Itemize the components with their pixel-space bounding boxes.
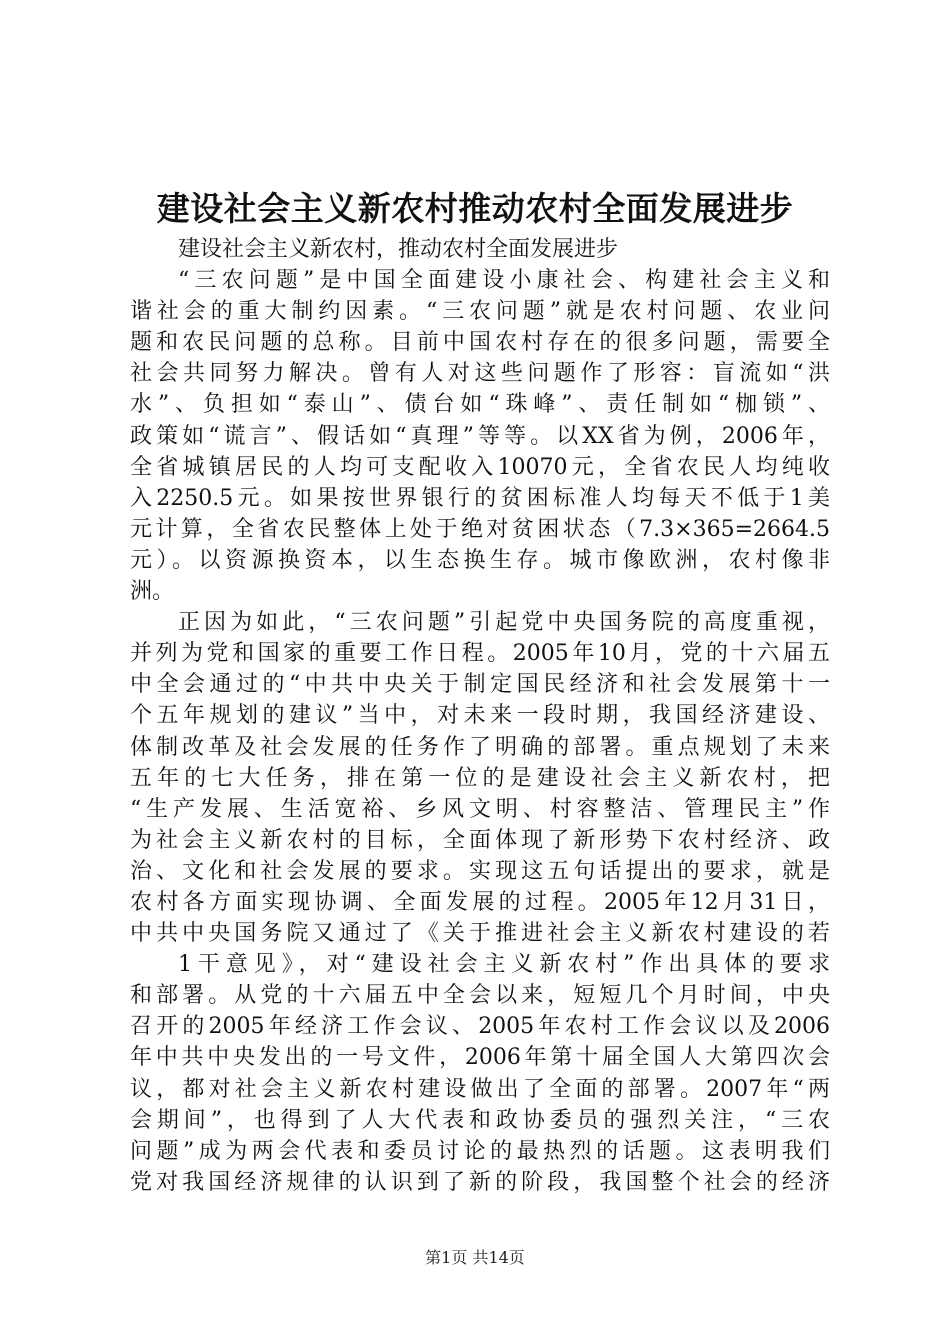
text-line: 中共中央国务院又通过了《关于推进社会主义新农村建设的若 [130,921,830,947]
text-line: 洲。 [130,579,175,605]
text-line: 问题”成为两会代表和委员讨论的最热烈的话题。这表明我们 [130,1138,830,1164]
text-line: 社会共同努力解决。曾有人对这些问题作了形容：盲流如“洪 [130,361,830,387]
document-title: 建设社会主义新农村推动农村全面发展进步 [156,189,794,228]
text-line: 题和农民问题的总称。目前中国农村存在的很多问题，需要全 [130,330,830,356]
text-line: 体制改革及社会发展的任务作了明确的部署。重点规划了未来 [130,734,830,760]
text-line: 入2250.5元。如果按世界银行的贫困标准人均每天不低于1美 [130,485,830,511]
text-line: 政策如“谎言”、假话如“真理”等等。以XX省为例，2006年， [130,423,830,449]
text-line: 水”、负担如“泰山”、债台如“珠峰”、责任制如“枷锁”、 [130,392,830,418]
text-line: 党对我国经济规律的认识到了新的阶段，我国整个社会的经济 [130,1169,830,1195]
text-line: 五年的七大任务，排在第一位的是建设社会主义新农村，把 [130,765,830,791]
text-line: 为社会主义新农村的目标，全面体现了新形势下农村经济、政 [130,827,830,853]
text-line: 农村各方面实现协调、全面发展的过程。2005年12月31日， [130,889,830,915]
text-line: 召开的2005年经济工作会议、2005年农村工作会议以及2006 [130,1014,830,1040]
text-line: 全省城镇居民的人均可支配收入10070元，全省农民人均纯收 [130,454,830,480]
text-line: 会期间”，也得到了人大代表和政协委员的强烈关注，“三农 [130,1107,830,1133]
text-line: 元计算，全省农民整体上处于绝对贫困状态（7.3×365=2664.5 [130,516,830,542]
text-line: 正因为如此，“三农问题”引起党中央国务院的高度重视， [178,610,830,636]
text-line: 个五年规划的建议”当中，对未来一段时期，我国经济建设、 [130,703,830,729]
text-line: 元）。以资源换资本，以生态换生存。城市像欧洲，农村像非 [130,547,830,573]
text-line: 谐社会的重大制约因素。“三农问题”就是农村问题、农业问 [130,299,830,325]
text-line: “生产发展、生活宽裕、乡风文明、村容整洁、管理民主”作 [130,796,830,822]
text-line: 1干意见》，对“建设社会主义新农村”作出具体的要求 [178,952,830,978]
text-line: “三农问题”是中国全面建设小康社会、构建社会主义和 [178,268,830,294]
page-number: 第1页 共14页 [425,1248,525,1267]
text-line: 和部署。从党的十六届五中全会以来，短短几个月时间，中央 [130,983,830,1009]
text-line: 议，都对社会主义新农村建设做出了全面的部署。2007年“两 [130,1076,830,1102]
text-line: 并列为党和国家的重要工作日程。2005年10月，党的十六届五 [130,641,830,667]
text-line: 治、文化和社会发展的要求。实现这五句话提出的要求，就是 [130,858,830,884]
text-line: 年中共中央发出的一号文件，2006年第十届全国人大第四次会 [130,1045,830,1071]
text-line: 中全会通过的“中共中央关于制定国民经济和社会发展第十一 [130,672,830,698]
document-body [130,234,830,1198]
text-line: 建设社会主义新农村，推动农村全面发展进步 [178,237,619,262]
